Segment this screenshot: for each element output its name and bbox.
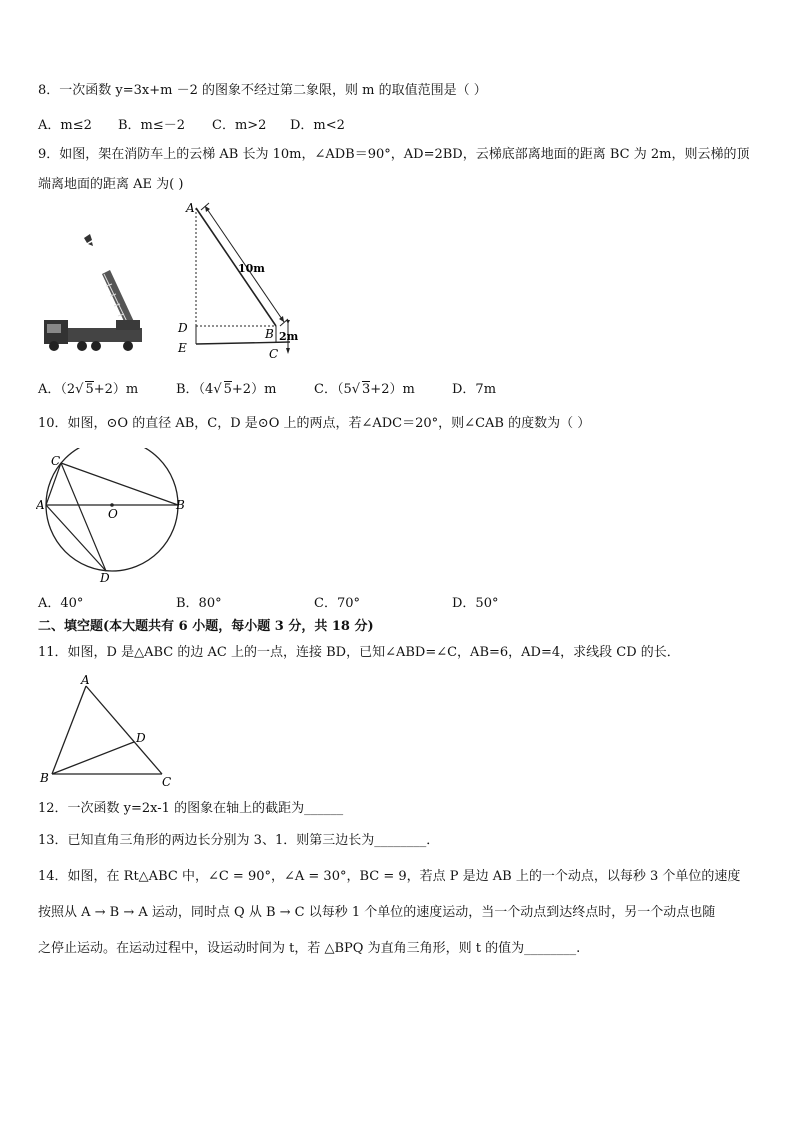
q9-option-c-post: +2）m: [370, 382, 415, 397]
q9-option-c-pre: C．（5: [314, 382, 352, 397]
label-2m: 2m: [279, 330, 299, 343]
q9-option-b-pre: B．（4: [176, 382, 214, 397]
q10-option-a: A．40°: [38, 596, 84, 611]
q8-options: [38, 114, 438, 132]
q9-option-b-radicand: 5: [223, 382, 232, 397]
q11-triangle-figure: [36, 672, 181, 790]
q8-option-b: B．m≤－2: [118, 118, 186, 133]
label-c: C: [162, 775, 172, 789]
radical-sign-icon: √: [213, 382, 222, 397]
q9-option-c-radicand: 3: [362, 382, 371, 397]
label-c: C: [269, 347, 279, 361]
label-e: E: [178, 341, 187, 355]
q10-options: [38, 592, 538, 610]
q10-option-c: C．70°: [314, 596, 360, 611]
q9-ladder-figure: [172, 198, 312, 366]
q8-option-a: A．m≤2: [38, 118, 92, 133]
q10-circle-figure: [36, 448, 196, 584]
q9-option-c: [314, 378, 415, 397]
label-d: D: [136, 731, 146, 745]
q9-stem-line1: 9．如图，架在消防车上的云梯 AB 长为 10m，∠ADB＝90°，AD=2BD，云梯底部离地面的距离 BC 为 2m，则云梯的顶: [38, 147, 750, 162]
q9-option-a-radicand: 5: [85, 382, 94, 397]
q9-option-a-pre: A．（2: [38, 382, 76, 397]
label-d: D: [178, 321, 188, 335]
q13-stem: 13．已知直角三角形的两边长分别为 3、1．则第三边长为________．: [38, 833, 440, 848]
label-a: A: [186, 201, 195, 215]
label-b: B: [40, 771, 49, 785]
label-a: A: [36, 498, 45, 512]
q8-stem: 8．一次函数 y=3x+m －2 的图象不经过第二象限，则 m 的取值范围是（ ）: [38, 83, 487, 98]
q14-line1: 14．如图，在 Rt△ABC 中，∠C = 90°，∠A = 30°，BC = 9，若点 P 是边 AB 上的一个动点，以每秒 3 个单位的速度: [38, 869, 741, 884]
q10-option-d: D．50°: [452, 596, 499, 611]
q9-stem-line2: 端离地面的距离 AE 为( ): [38, 177, 184, 192]
q9-option-b: [176, 378, 276, 397]
q9-option-a-post: +2）m: [93, 382, 139, 397]
q8-option-d: D．m<2: [290, 118, 345, 133]
q9-option-d: D．7m: [452, 382, 497, 397]
q10-stem: 10．如图，⊙O 的直径 AB，C，D 是⊙O 上的两点，若∠ADC＝20°，则∠CAB 的度数为（ ）: [38, 416, 591, 431]
section2-heading: 二、填空题(本大题共有 6 小题，每小题 3 分，共 18 分): [38, 619, 374, 634]
label-b: B: [176, 498, 185, 512]
label-b: B: [265, 327, 274, 341]
label-d: D: [100, 571, 110, 584]
label-o: O: [108, 507, 118, 521]
q11-stem: 11．如图，D 是△ABC 的边 AC 上的一点，连接 BD，已知∠ABD=∠C，AB=6，AD=4，求线段 CD 的长．: [38, 645, 680, 660]
q9-option-a: [38, 378, 138, 397]
radical-sign-icon: √: [351, 382, 361, 397]
q10-option-b: B．80°: [176, 596, 222, 611]
q12-stem: 12．一次函数 y=2x-1 的图象在轴上的截距为______: [38, 801, 344, 816]
radical-sign-icon: √: [75, 382, 84, 397]
label-c: C: [51, 454, 61, 468]
q9-options: [38, 378, 538, 400]
q9-option-b-post: +2）m: [231, 382, 277, 397]
q8-option-c: C．m>2: [212, 118, 267, 133]
label-a: A: [81, 673, 90, 687]
label-10m: 10m: [238, 262, 265, 275]
fire-truck-image: [40, 230, 150, 355]
q14-line2: 按照从 A → B → A 运动，同时点 Q 从 B → C 以每秒 1 个单位的速度运动，当一个动点到达终点时，另一个动点也随: [38, 905, 716, 920]
q14-line3: 之停止运动。在运动过程中，设运动时间为 t，若 △BPQ 为直角三角形，则 t 的值为________.: [38, 941, 581, 956]
